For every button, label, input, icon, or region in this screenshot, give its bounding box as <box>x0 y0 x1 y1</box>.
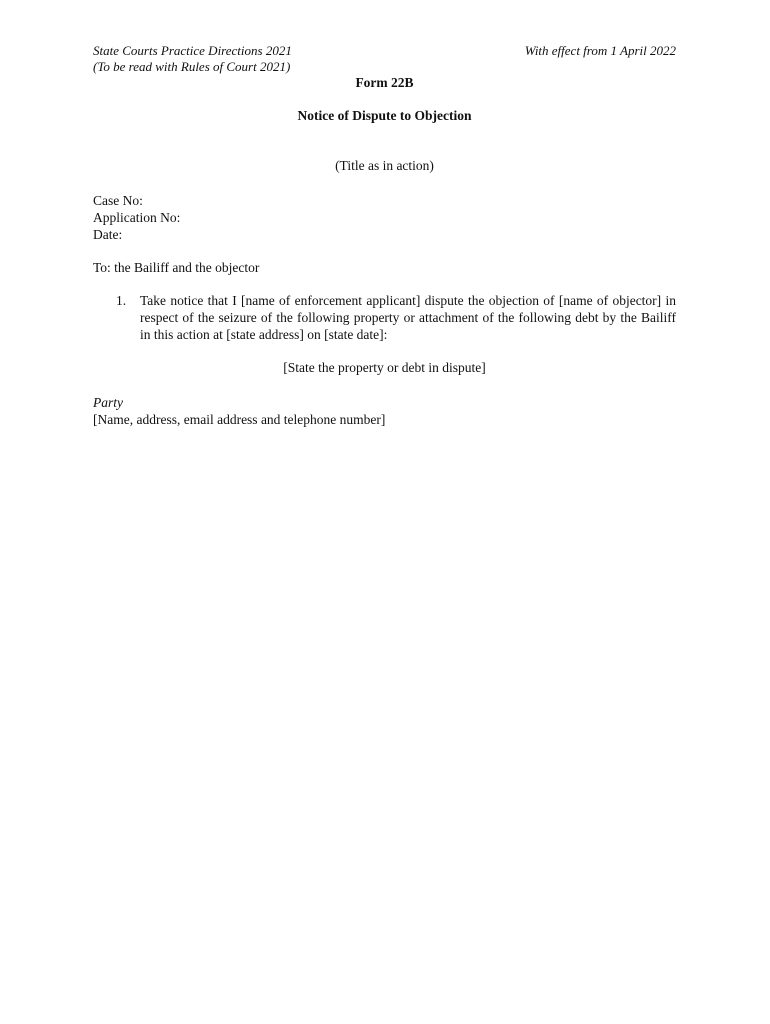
header-rules-reference: (To be read with Rules of Court 2021) <box>93 59 291 74</box>
numbered-paragraph <box>116 292 676 343</box>
header-left <box>93 43 292 75</box>
application-no-label: Application No: <box>93 210 181 225</box>
party-label: Party <box>93 395 123 410</box>
form-number: Form 22B <box>355 75 414 90</box>
form-title: Notice of Dispute to Objection <box>297 108 472 123</box>
case-no-label: Case No: <box>93 193 143 208</box>
paragraph-text: Take notice that I [name of enforcement applicant] dispute the objection of [name of objector] in respect of the seizure of the following property or attachment of the following debt by the Bailiff in this action at [state address] on [state date]: <box>140 293 676 342</box>
date-label: Date: <box>93 227 123 242</box>
addressee-line: To: the Bailiff and the objector <box>93 260 260 275</box>
dispute-statement: [State the property or debt in dispute] <box>283 360 486 375</box>
case-fields <box>93 192 180 243</box>
header-effective-date: With effect from 1 April 2022 <box>524 43 676 58</box>
title-as-in-action: (Title as in action) <box>335 158 434 173</box>
party-details: [Name, address, email address and telephone number] <box>93 412 386 427</box>
paragraph-number: 1. <box>116 293 127 308</box>
header-practice-directions: State Courts Practice Directions 2021 <box>93 43 292 58</box>
party-block <box>93 394 385 428</box>
